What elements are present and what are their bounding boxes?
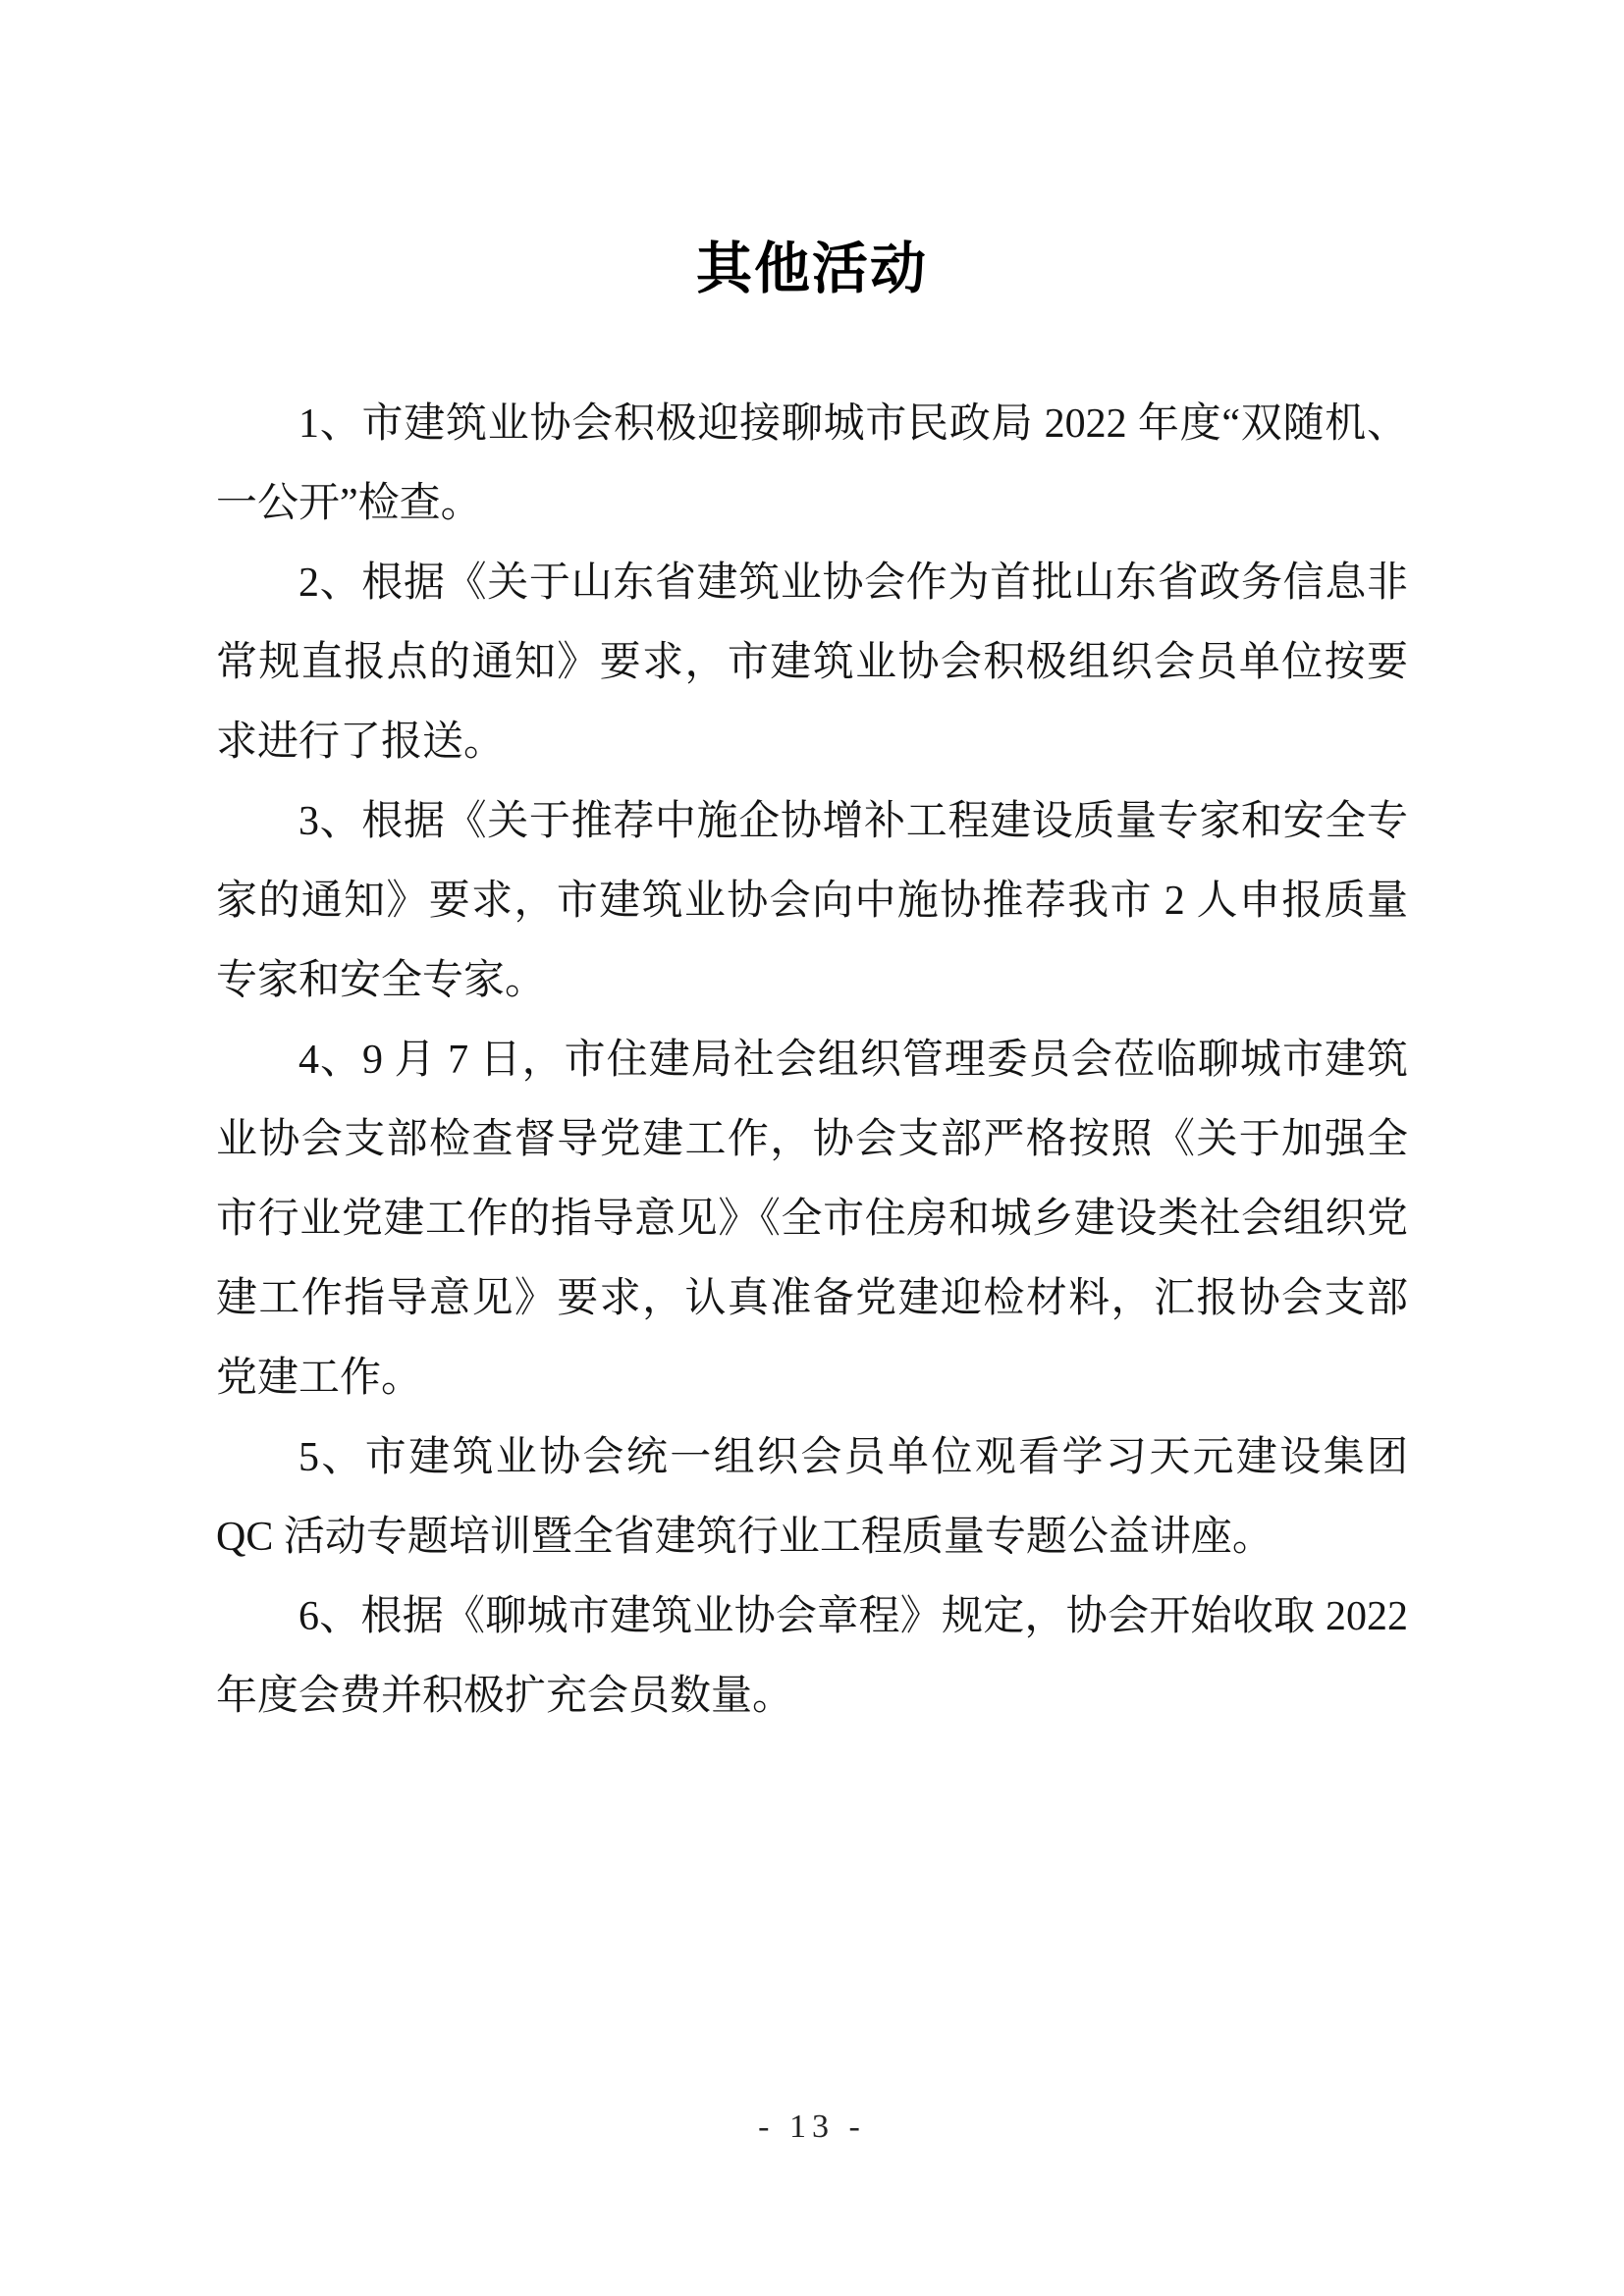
body-paragraph-4: 4、9 月 7 日，市住建局社会组织管理委员会莅临聊城市建筑业协会支部检查督导党建工作，协会支部严格按照《关于加强全市行业党建工作的指导意见》《全市住房和城乡建设类社会组织党建工作指导意见》要求，认真准备党建迎检材料，汇报协会支部党建工作。 [216,1038,1408,1401]
page-title: 其他活动 [696,238,928,300]
document-body [216,385,1408,1736]
page-number: - 13 - [758,2109,866,2145]
body-paragraph-2: 2、根据《关于山东省建筑业协会作为首批山东省政务信息非常规直报点的通知》要求，市建筑业协会积极组织会员单位按要求进行了报送。 [216,561,1408,765]
body-paragraph-3: 3、根据《关于推荐中施企协增补工程建设质量专家和安全专家的通知》要求，市建筑业协会向中施协推荐我市 2 人申报质量专家和安全专家。 [216,799,1408,1003]
body-paragraph-1: 1、市建筑业协会积极迎接聊城市民政局 2022 年度“双随机、一公开”检查。 [216,401,1408,526]
body-paragraph-6: 6、根据《聊城市建筑业协会章程》规定，协会开始收取 2022 年度会费并积极扩充会员数量。 [216,1594,1408,1719]
body-paragraph-5: 5、市建筑业协会统一组织会员单位观看学习天元建设集团 QC 活动专题培训暨全省建筑行业工程质量专题公益讲座。 [216,1435,1408,1560]
